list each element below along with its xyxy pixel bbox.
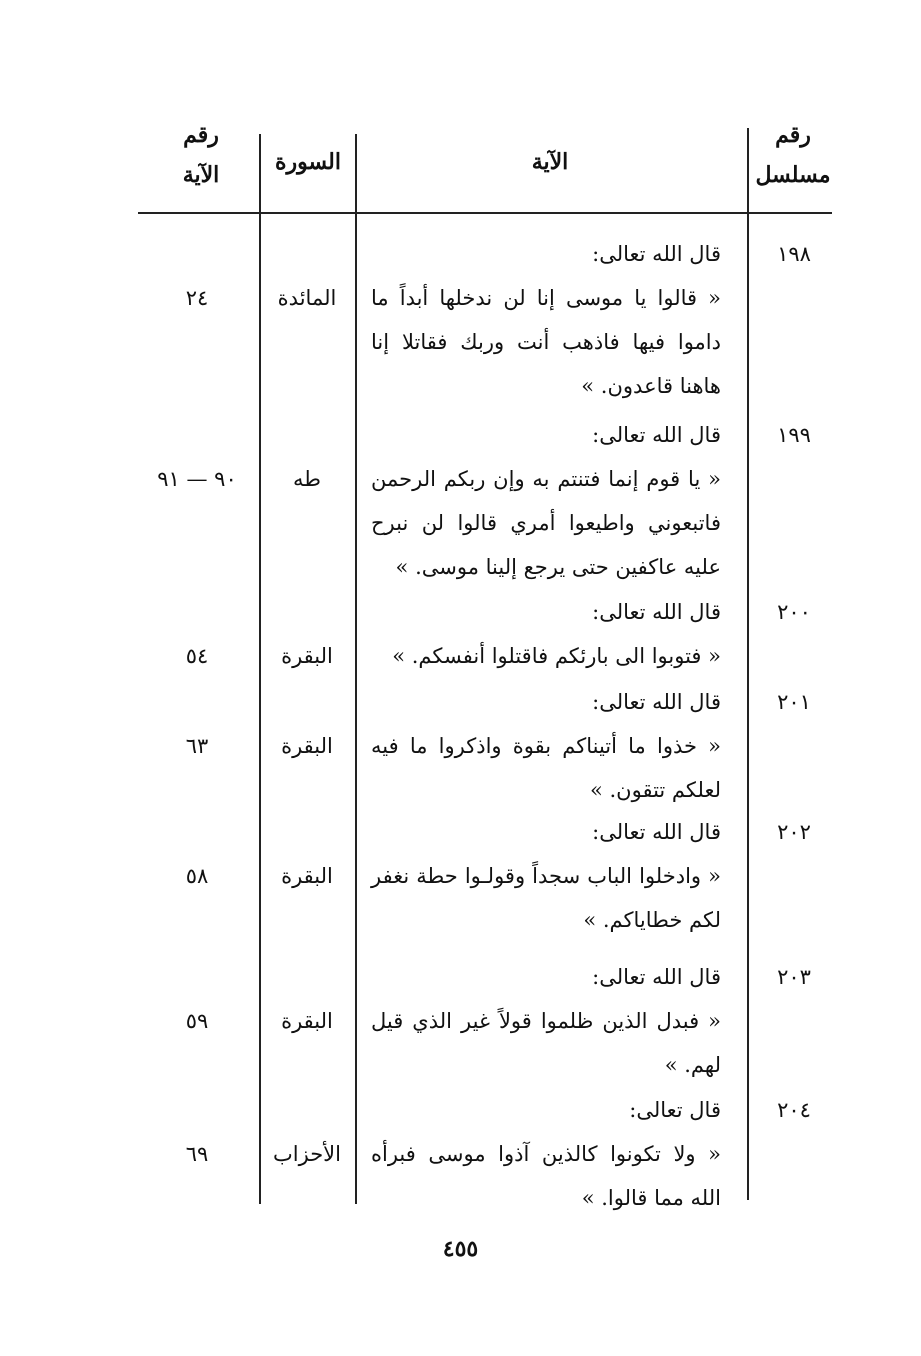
verse-intro: قال الله تعالى: (592, 820, 721, 844)
surah-name: طه (293, 467, 321, 491)
ayah-number: ٢٤ (185, 286, 209, 310)
column-rule-verse (355, 134, 357, 1204)
verse-text: « فبدل الذين ظلموا قولاً غير الذي قيل لهم. » (371, 1009, 721, 1077)
surah-name: البقرة (281, 1009, 333, 1033)
verse-intro: قال الله تعالى: (592, 600, 721, 624)
serial-number: ٢٠٤ (777, 1098, 811, 1122)
header-rule (138, 212, 832, 214)
header-ayah-line1: رقم (183, 122, 219, 148)
serial-number: ٢٠٢ (777, 820, 811, 844)
verse-text: « فتوبوا الى بارئكم فاقتلوا أنفسكم. » (392, 644, 721, 668)
verse-block (371, 955, 721, 1087)
verse-intro: قال الله تعالى: (592, 423, 721, 447)
header-serial (753, 115, 833, 195)
ayah-number: ٦٩ (185, 1142, 209, 1166)
header-ayah-no (141, 115, 261, 195)
serial-number: ٢٠١ (777, 690, 811, 714)
verse-text: « خذوا ما أتيناكم بقوة واذكروا ما فيه لعلكم تتقون. » (371, 734, 721, 802)
verse-text: « ولا تكونوا كالذين آذوا موسى فبرأه الله مما قالوا. » (371, 1142, 721, 1210)
ayah-number: ٩٠ — ٩١ (157, 467, 237, 491)
header-surah: السورة (275, 149, 341, 175)
ayah-number: ٥٩ (185, 1009, 209, 1033)
verse-block (371, 590, 721, 678)
surah-name: الأحزاب (273, 1142, 341, 1166)
header-serial-line2: مسلسل (755, 162, 831, 188)
serial-number: ١٩٨ (777, 242, 811, 266)
header-serial-line1: رقم (775, 122, 811, 148)
verse-block (371, 232, 721, 408)
verse-intro: قال الله تعالى: (592, 965, 721, 989)
ayah-number: ٥٨ (185, 864, 209, 888)
header-verse: الآية (531, 149, 569, 175)
page-number: ٤٥٥ (442, 1236, 479, 1262)
surah-name: البقرة (281, 734, 333, 758)
verse-block (371, 1088, 721, 1220)
verse-intro: قال الله تعالى: (592, 690, 721, 714)
verse-text: « قالوا يا موسى إنا لن ندخلها أبداً ما داموا فيها فاذهب أنت وربك فقاتلا إنا هاهنا قاعدون. » (371, 286, 721, 398)
ayah-number: ٦٣ (185, 734, 209, 758)
verse-text: « يا قوم إنما فتنتم به وإن ربكم الرحمن فاتبعوني واطيعوا أمري قالوا لن نبرح عليه عاكفين حتى يرجع إلينا موسى. » (371, 467, 721, 579)
surah-name: البقرة (281, 864, 333, 888)
surah-name: المائدة (277, 286, 337, 310)
header-ayah-line2: الآية (182, 162, 220, 188)
verse-intro: قال تعالى: (629, 1098, 721, 1122)
serial-number: ١٩٩ (777, 423, 811, 447)
serial-number: ٢٠٣ (777, 965, 811, 989)
surah-name: البقرة (281, 644, 333, 668)
serial-number: ٢٠٠ (777, 600, 811, 624)
verse-block (371, 680, 721, 812)
verse-intro: قال الله تعالى: (592, 242, 721, 266)
verse-block (371, 810, 721, 942)
verse-block (371, 413, 721, 589)
ayah-number: ٥٤ (185, 644, 209, 668)
verse-text: « وادخلوا الباب سجداً وقولـوا حطة نغفر لكم خطاياكم. » (371, 864, 721, 932)
column-rule-serial (747, 128, 749, 1200)
